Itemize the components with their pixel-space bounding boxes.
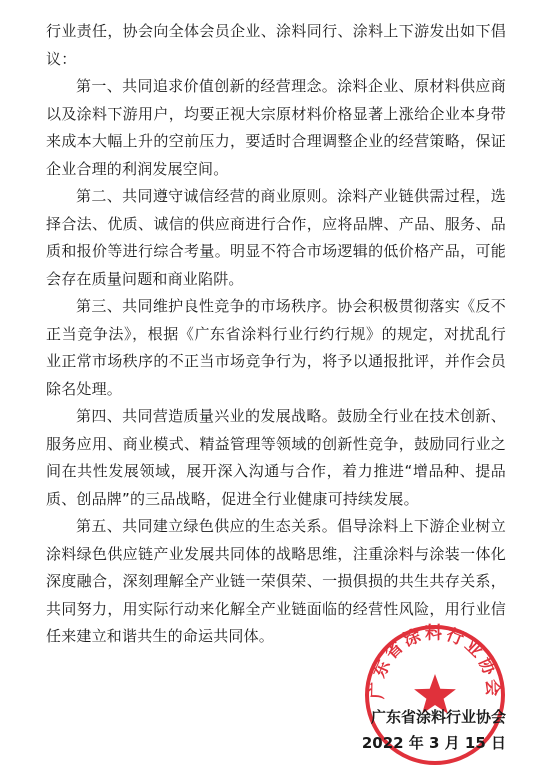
paragraph-third: 第三、共同维护良性竞争的市场秩序。协会积极贯彻落实《反不正当竞争法》，根据《广东省涂料行业行约行规》的规定，对扰乱行业正常市场秩序的不正当市场竞争行为，将予以通报批评，并作会员除名处理。: [46, 297, 506, 398]
document-body: [46, 18, 506, 651]
paragraph-fifth: 第五、共同建立绿色供应的生态关系。倡导涂料上下游企业树立涂料绿色供应链产业发展共同体的战略思维，注重涂料与涂装一体化深度融合，深刻理解全产业链一荣俱荣、一损俱损的共生共存关系，共同努力，用实际行动来化解全产业链面临的经营性风险，用行业信任来建立和谐共生的命运共同体。: [46, 517, 506, 645]
seal-text: 广东省涂料行业协会: [367, 623, 503, 700]
signature-block: [362, 704, 506, 756]
paragraph-first: 第一、共同追求价值创新的经营理念。涂料企业、原材料供应商以及涂料下游用户，均要正视大宗原材料价格显著上涨给企业本身带来成本大幅上升的空前压力，要适时合理调整企业的经营策略，保证企业合理的利润发展空间。: [46, 77, 506, 178]
signature-date: 2022 年 3 月 15 日: [361, 734, 506, 752]
paragraph-intro: 行业责任，协会向全体会员企业、涂料同行、涂料上下游发出如下倡议：: [46, 22, 506, 68]
signature-organization: 广东省涂料行业协会: [370, 708, 506, 726]
paragraph-second: 第二、共同遵守诚信经营的商业原则。涂料产业链供需过程，选择合法、优质、诚信的供应商进行合作，应将品牌、产品、服务、品质和报价等进行综合考量。明显不符合市场逻辑的低价格产品，可能会存在质量问题和商业陷阱。: [46, 187, 506, 288]
paragraph-fourth: 第四、共同营造质量兴业的发展战略。鼓励全行业在技术创新、服务应用、商业模式、精益管理等领域的创新性竞争，鼓励同行业之间在共性发展领域，展开深入沟通与合作，着力推进“增品种、提品质、创品牌”的三品战略，促进全行业健康可持续发展。: [46, 407, 506, 508]
